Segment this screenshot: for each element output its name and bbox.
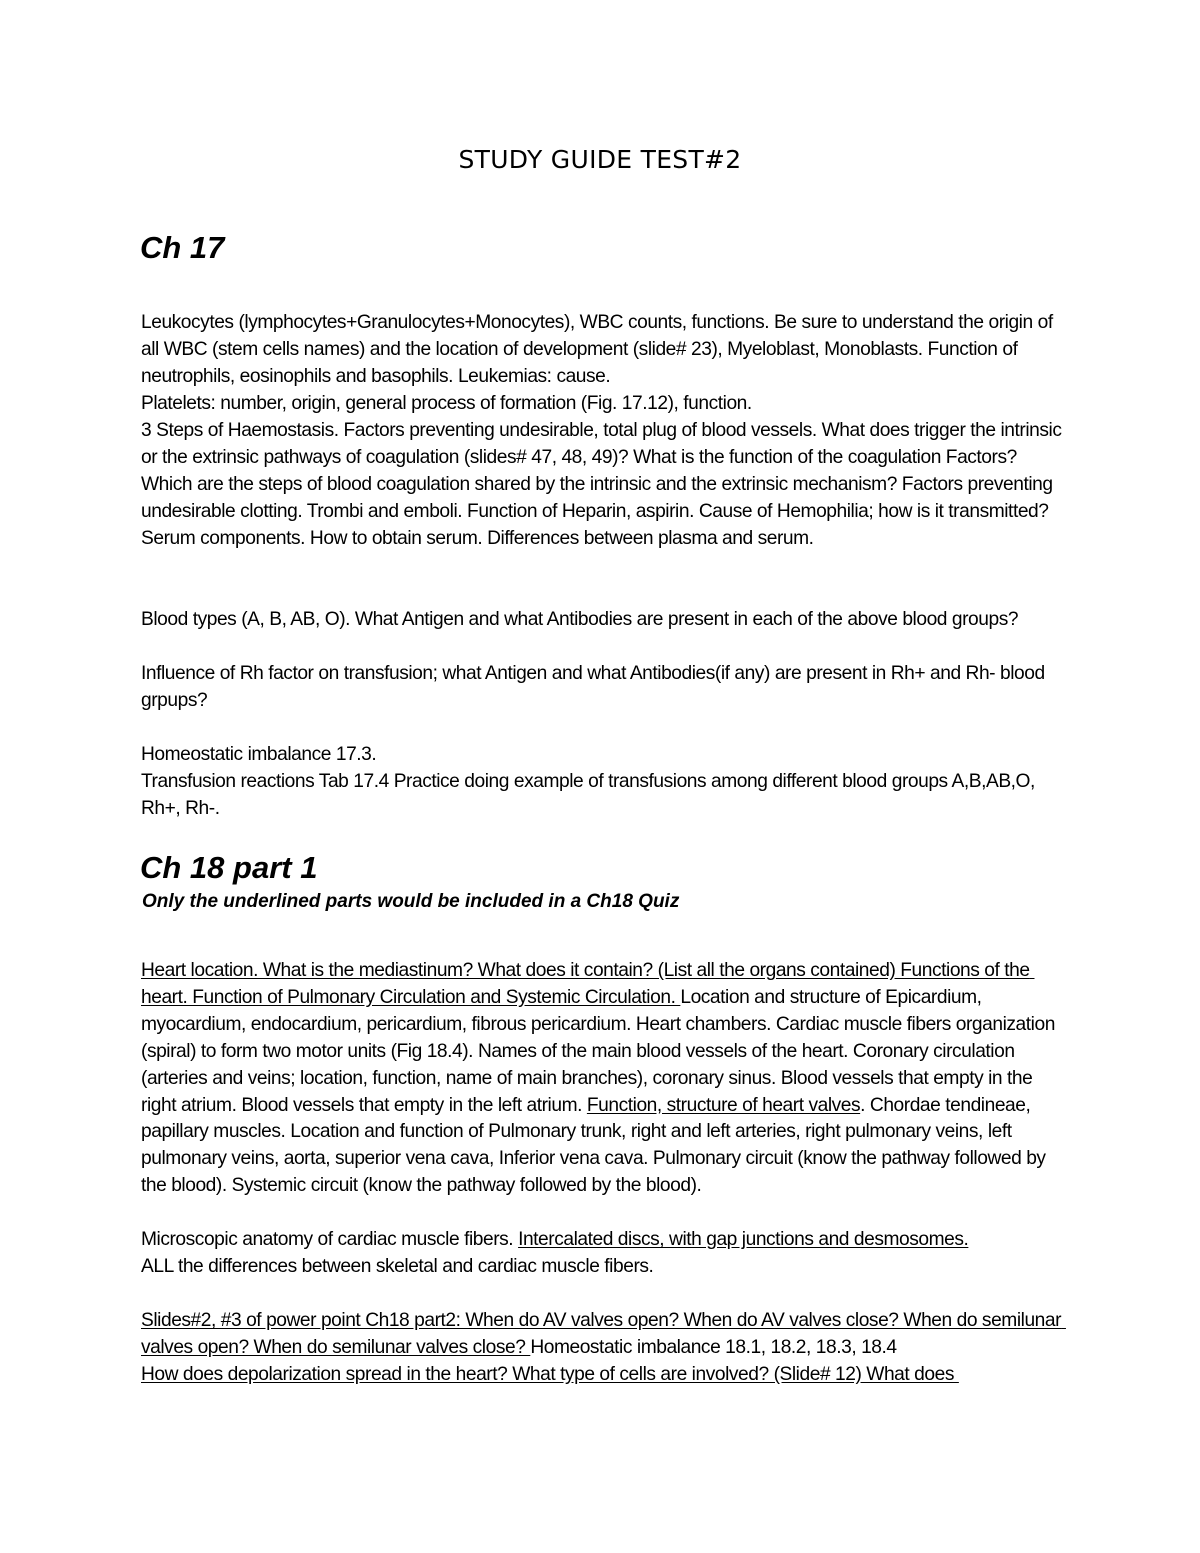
text-segment: Location and structure of Epicardium, myocardium, endocardium, pericardium, fibrous pericardium. Heart chambers. Cardiac muscle fibers organization (spiral) to form two motor units (Fig 18.4). Names of the main blood vessels of the heart. Coronary circulation (arteries and veins; location, function, name of main branches), coronary sinus. Blood vessels that empty in the right atrium. Blood vessels that empty in the left atrium. [141,986,1060,1116]
quiz-note: Only the underlined parts would be included in a Ch18 Quiz [142,891,680,912]
text-segment: Leukocytes (lymphocytes+Granulocytes+Monocytes), WBC counts, functions. Be sure to understand the origin of all WBC (stem cells names) and the location of development (slide# 23), Myeloblast, Monoblasts. Function of neutrophils, eosinophils and basophils. Leukemias: cause. [141,312,1058,387]
ch17-paragraph-leukocytes [141,310,1071,391]
underlined-text: Heart location. What is the mediastinum? What does it contain? (List all the organs contained) Functions of the heart. Function of Pulmonary Circulation and Systemic Circulation. [141,960,1035,1008]
text-segment: Microscopic anatomy of cardiac muscle fibers. [141,1229,519,1250]
ch18-paragraph-valves [141,1308,1071,1362]
text-segment: . Chordae tendineae, papillary muscles. Location and function of Pulmonary trunk, right and left arteries, right pulmonary veins, left pulmonary veins, aorta, superior vena cava, Inferior vena cava. Pulmonary circuit (know the pathway followed by the blood). Systemic circuit (know the pathway followed by the blood). [141,1094,1051,1197]
underlined-text: Slides#2, #3 of power point Ch18 part2: When do AV valves open? When do AV valves close? When do semilunar valves open? When do semilunar valves close? [141,1310,1066,1358]
text-segment: Homeostatic imbalance 18.1, 18.2, 18.3, 18.4 [530,1336,897,1358]
text-segment: Homeostatic imbalance 17.3. [141,744,377,765]
underlined-text: Intercalated discs, with gap junctions and desmosomes. [518,1229,969,1250]
ch17-paragraph-platelets [141,391,1071,418]
underlined-text: How does depolarization spread in the heart? What type of cells are involved? (Slide# 12) What does [141,1364,959,1385]
ch18-paragraph-microscopic [141,1227,1071,1254]
ch17-paragraph-rh-factor [141,661,1071,715]
chapter-18-heading: Ch 18 part 1 [140,850,318,885]
ch18-paragraph-depolarization [141,1362,1071,1389]
text-segment: 3 Steps of Haemostasis. Factors preventing undesirable, total plug of blood vessels. What does trigger the intrinsic or the extrinsic pathways of coagulation (slides# 47, 48, 49)? What is the function of the coagulation Factors? Which are the steps of blood coagulation shared by the intrinsic and the extrinsic mechanism? Factors preventing undesirable clotting. Trombi and emboli. Function of Heparin, aspirin. Cause of Hemophilia; how is it transmitted? Serum components. How to obtain serum. Differences between plasma and serum. [141,420,1067,549]
ch17-paragraph-haemostasis [141,418,1071,553]
ch17-paragraph-transfusion [141,769,1071,823]
text-segment: Blood types (A, B, AB, O). What Antigen and what Antibodies are present in each of the above blood groups? [141,609,1019,630]
text-segment: ALL the differences between skeletal and cardiac muscle fibers. [141,1256,654,1277]
text-segment: Transfusion reactions Tab 17.4 Practice doing example of transfusions among different blood groups A,B,AB,O, Rh+, Rh-. [141,771,1040,819]
page-title: STUDY GUIDE TEST#2 [458,145,742,174]
text-segment: Platelets: number, origin, general process of formation (Fig. 17.12), function. [141,393,752,414]
chapter-17-heading: Ch 17 [140,230,225,265]
ch17-paragraph-homeostatic [141,742,1071,769]
ch18-paragraph-differences [141,1254,1071,1281]
text-segment: Influence of Rh factor on transfusion; what Antigen and what Antibodies(if any) are present in Rh+ and Rh- blood grpups? [141,663,1050,711]
underlined-text: Function, structure of heart valves [586,1094,861,1116]
ch17-paragraph-blood-types [141,607,1071,634]
ch18-paragraph-heart [141,958,1071,1200]
